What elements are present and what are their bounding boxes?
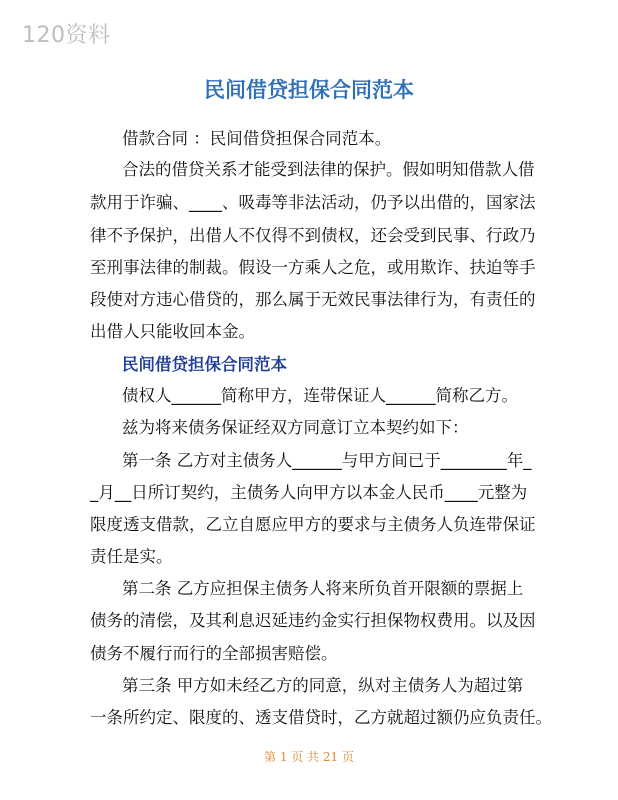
- section-heading: 民间借贷担保合同范本: [122, 355, 287, 374]
- paragraph-line: 限度透支借款，乙立自愿应甲方的要求与主债务人负连带保证: [90, 515, 536, 534]
- paragraph-line: 第二条 乙方应担保主债务人将来所负首开限额的票据上: [122, 579, 524, 598]
- paragraph-line: 段使对方违心借贷的，那么属于无效民事法律行为，有责任的: [90, 290, 536, 309]
- page-footer: 第 1 页 共 21 页: [264, 750, 354, 764]
- paragraph-line: 出借人只能收回本金。: [90, 322, 255, 341]
- paragraph-line: 债权人______简称甲方，连带保证人______简称乙方。: [122, 386, 518, 405]
- document-title: 民间借贷担保合同范本: [204, 78, 414, 102]
- watermark: 120资料: [22, 23, 111, 48]
- paragraph-line: _月__日所订契约，主债务人向甲方以本金人民币____元整为: [90, 483, 528, 502]
- paragraph-line: 至刑事法律的制裁。假设一方乘人之危，或用欺诈、扶迫等手: [90, 258, 536, 277]
- paragraph-line: 合法的借贷关系才能受到法律的保护。假如明知借款人借: [122, 160, 535, 179]
- paragraph-line: 律不予保护，出借人不仅得不到债权，还会受到民事、行政乃: [90, 226, 536, 245]
- paragraph-line: 款用于诈骗、____、吸毒等非法活动，仍予以出借的，国家法: [90, 193, 536, 212]
- paragraph-line: 责任是实。: [90, 547, 173, 566]
- paragraph-line: 兹为将来债务保证经双方同意订立本契约如下：: [122, 418, 469, 437]
- paragraph-line: 一条所约定、限度的、透支借贷时，乙方就超过额仍应负责任。: [90, 708, 552, 727]
- paragraph-line: 债务的清偿，及其利息迟延违约金实行担保物权费用。以及因: [90, 611, 536, 630]
- paragraph-line: 第三条 甲方如未经乙方的同意，纵对主债务人为超过第: [122, 676, 524, 695]
- paragraph-line: 借款合同 ：民间借贷担保合同范本。: [122, 129, 392, 148]
- paragraph-line: 债务不履行而行的全部损害赔偿。: [90, 644, 338, 663]
- paragraph-line: 第一条 乙方对主债务人______与甲方间已于________年_: [122, 451, 532, 470]
